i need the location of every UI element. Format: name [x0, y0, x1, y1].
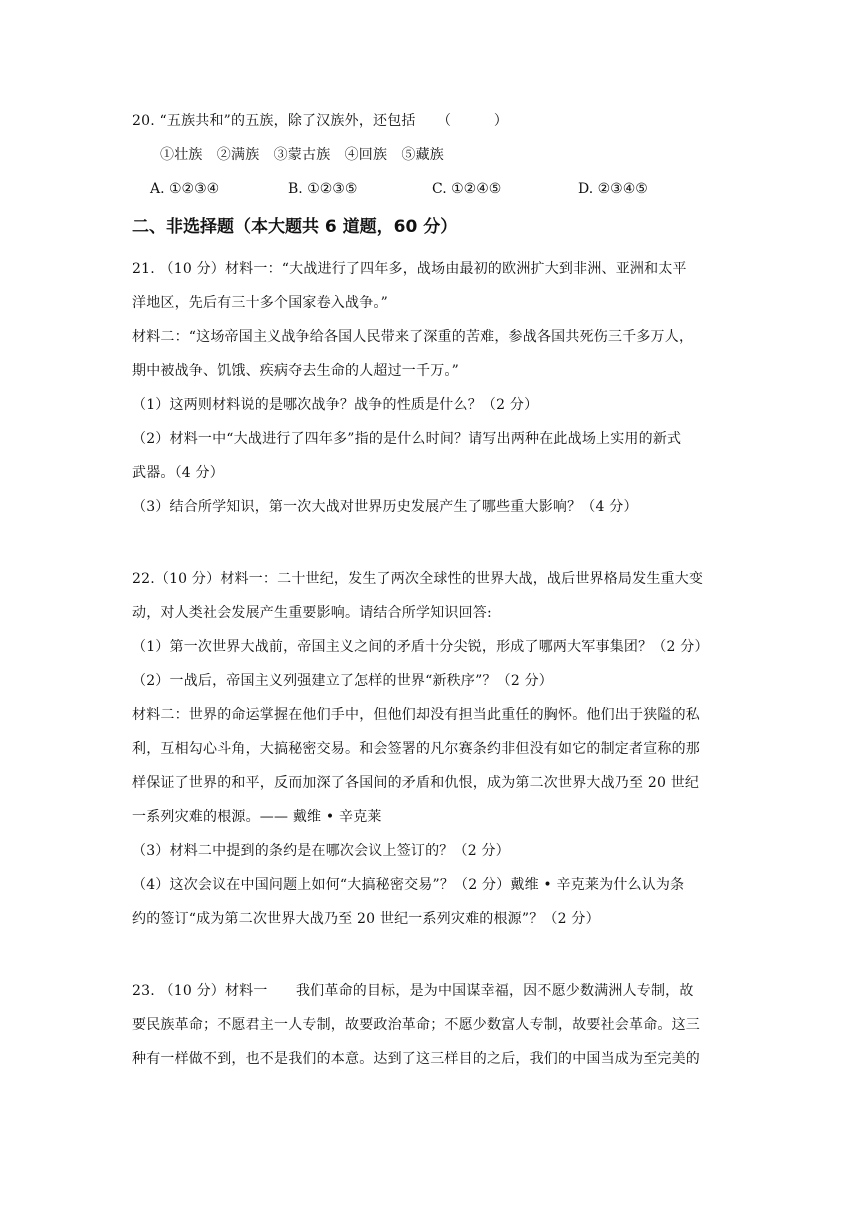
q22-line: 一系列灾难的根源。—— 戴维 • 辛克莱: [132, 809, 382, 825]
q23-line: 要民族革命；不愿君主一人专制，故要政治革命；不愿少数富人专制，故要社会革命。这三: [132, 1017, 700, 1033]
q22-line: （2）一战后，帝国主义列强建立了怎样的世界“新秩序”？（2 分）: [132, 673, 553, 689]
q22-line: 材料二：世界的命运掌握在他们手中，但他们却没有担当此重任的胸怀。他们出于狭隘的私: [132, 707, 700, 723]
q22-line: （4）这次会议在中国问题上如何“大搞秘密交易”？（2 分）戴维 • 辛克莱为什么认为条: [132, 877, 685, 893]
q21-line: 材料二：“这场帝国主义战争给各国人民带来了深重的苦难，参战各国共死伤三千多万人，: [132, 329, 694, 345]
q21-line: 21. （10 分）材料一：“大战进行了四年多，战场由最初的欧洲扩大到非洲、亚洲和太平: [132, 261, 687, 277]
q22-line: 样保证了世界的和平，反而加深了各国间的矛盾和仇恨，成为第二次世界大战乃至 20 世纪: [132, 775, 700, 791]
q20-choice-a: A. ①②③④: [150, 181, 220, 197]
q22-line: （3）材料二中提到的条约是在哪次会议上签订的？（2 分）: [132, 843, 510, 859]
q20-choice-d: D. ②③④⑤: [578, 181, 648, 197]
q21-line: （2）材料一中“大战进行了四年多”指的是什么时间？请写出两种在此战场上实用的新式: [132, 431, 682, 447]
q21-line: 期中被战争、饥饿、疾病夺去生命的人超过一千万。”: [132, 363, 459, 379]
q21-line: 洋地区，先后有三十多个国家卷入战争。”: [132, 295, 388, 311]
q22-line: 22.（10 分）材料一：二十世纪，发生了两次全球性的世界大战，战后世界格局发生重大变: [132, 571, 704, 587]
q21-line: 武器。（4 分）: [132, 465, 224, 481]
q20-choice-b: B. ①②③⑤: [288, 181, 358, 197]
section-title: 二、非选择题（本大题共 6 道题，60 分）: [132, 217, 458, 237]
q22-line: 利，互相勾心斗角，大搞秘密交易。和会签署的凡尔赛条约非但没有如它的制定者宣称的那: [132, 741, 700, 757]
q20-items: ①壮族 ②满族 ③蒙古族 ④回族 ⑤藏族: [160, 147, 444, 163]
q23-line: 23. （10 分）材料一 我们革命的目标，是为中国谋幸福，因不愿少数满洲人专制，故: [132, 983, 694, 999]
q22-line: 动，对人类社会发展产生重要影响。请结合所学知识回答:: [132, 605, 492, 621]
q20-choice-c: C. ①②④⑤: [432, 181, 502, 197]
q23-line: 种有一样做不到，也不是我们的本意。达到了这三样目的之后，我们的中国当成为至完美的: [132, 1051, 700, 1067]
q21-line: （3）结合所学知识，第一次大战对世界历史发展产生了哪些重大影响？（4 分）: [132, 499, 638, 515]
q22-line: （1）第一次世界大战前，帝国主义之间的矛盾十分尖锐，形成了哪两大军事集团？（2 分）: [132, 639, 709, 655]
q22-line: 约的签订“成为第二次世界大战乃至 20 世纪一系列灾难的根源”？（2 分）: [132, 911, 600, 927]
q20-stem: 20. “五族共和”的五族，除了汉族外，还包括 （ ）: [132, 113, 509, 129]
q21-line: （1）这两则材料说的是哪次战争？战争的性质是什么？（2 分）: [132, 397, 539, 413]
